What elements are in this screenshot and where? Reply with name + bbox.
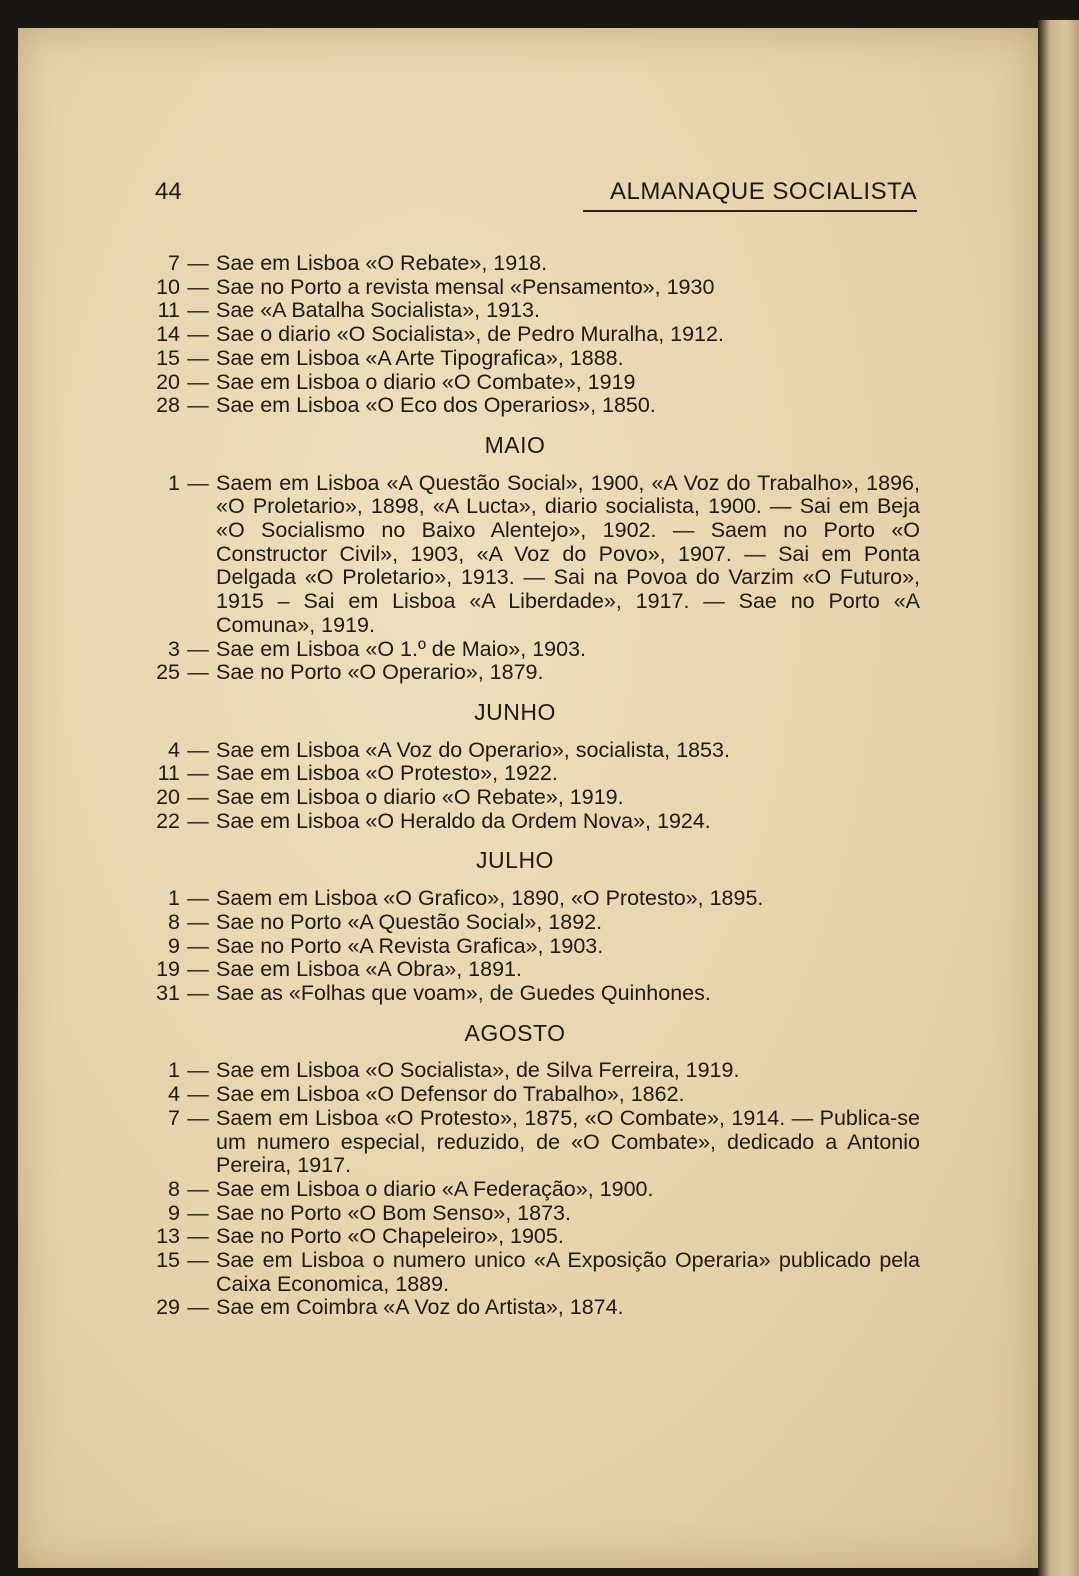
entry-dash: — [187, 1058, 209, 1083]
entry-text: Sae no Porto «O Bom Senso», 1873. [216, 1200, 571, 1225]
adjacent-page-edge [1038, 20, 1079, 1576]
calendar-entry [150, 810, 920, 834]
entry-dash: — [187, 785, 209, 810]
entry-day: 9 [168, 933, 180, 958]
calendar-entry [150, 762, 920, 786]
entry-day: 19 [156, 957, 180, 982]
title-underline [583, 210, 917, 212]
entry-text: Sae em Lisboa o diario «O Combate», 1919 [216, 369, 636, 394]
entry-text: Sae em Lisboa o diario «A Federação», 1900. [216, 1176, 654, 1201]
calendar-entry [150, 1225, 920, 1249]
calendar-entry [150, 371, 920, 395]
entry-text: Sae em Lisboa «A Arte Tipografica», 1888. [216, 345, 624, 370]
calendar-entry [150, 911, 920, 935]
entry-text: Saem em Lisboa «A Questão Social», 1900, «A Voz do Trabalho», 1896, «O Proletario», 1898, «A Lucta», diario socialista, 1900. — Sai em Beja «O Socialismo no Baixo Alentejo», 1902. — Saem no Porto «O Constructor Civil», 1903, «A Voz do Povo», 1907. — Sai em Ponta Delgada «O Proletario», 1913. — Sai na Povoa do Varzim «O Futuro», 1915 – Sai em Lisboa «A Liberdade», 1917. — Sae no Porto «A Comuna», 1919. [216, 470, 920, 637]
entry-dash: — [187, 660, 209, 685]
entry-text: Sae em Lisboa «O Defensor do Trabalho», 1862. [216, 1082, 685, 1107]
entry-day: 3 [168, 636, 180, 661]
calendar-entry [150, 1296, 920, 1320]
entry-dash: — [187, 808, 209, 833]
entry-day: 13 [156, 1224, 180, 1249]
entry-day: 8 [168, 909, 180, 934]
entry-text: Sae em Lisboa o numero unico «A Exposição Operaria» publicado pela Caixa Economica, 1889. [216, 1248, 920, 1296]
entry-text: Sae em Lisboa «O Rebate», 1918. [216, 251, 548, 275]
entry-day: 15 [156, 1248, 180, 1273]
calendar-entry [150, 394, 920, 418]
entry-dash: — [187, 393, 209, 418]
entry-dash: — [187, 322, 209, 347]
entry-day: 29 [156, 1295, 180, 1320]
calendar-entry [150, 982, 920, 1006]
month-heading: JUNHO [474, 698, 556, 725]
entry-dash: — [187, 761, 209, 786]
entry-day: 7 [168, 1105, 180, 1130]
calendar-entry [150, 347, 920, 371]
entry-dash: — [187, 1176, 209, 1201]
entry-day: 11 [157, 298, 180, 323]
entry-text: Sae em Lisboa «O Protesto», 1922. [216, 761, 558, 786]
entry-text: Sae no Porto «A Revista Grafica», 1903. [216, 933, 604, 958]
entry-day: 22 [156, 808, 180, 833]
month-heading: AGOSTO [464, 1019, 566, 1046]
entry-dash: — [187, 1295, 209, 1320]
entry-dash: — [187, 1200, 209, 1225]
entry-text: Sae no Porto «O Chapeleiro», 1905. [216, 1224, 564, 1249]
entry-dash: — [187, 636, 209, 661]
entry-text: Sae em Lisboa «A Obra», 1891. [216, 957, 522, 982]
calendar-entry [150, 739, 920, 763]
entry-text: Sae no Porto a revista mensal «Pensamento», 1930 [216, 274, 715, 299]
entry-text: Sae no Porto «A Questão Social», 1892. [216, 909, 603, 934]
calendar-entry [150, 638, 920, 662]
calendar-entry [150, 1178, 920, 1202]
month-heading: MAIO [484, 431, 546, 458]
calendar-entry [150, 1202, 920, 1226]
page-number: 44 [155, 178, 182, 205]
entry-text: Sae no Porto «O Operario», 1879. [216, 660, 544, 685]
entry-day: 1 [168, 470, 180, 495]
calendar-entry [150, 887, 920, 911]
running-title: ALMANAQUE SOCIALISTA [610, 178, 917, 205]
entry-dash: — [187, 1248, 209, 1273]
entry-text: Sae em Lisboa «O Eco dos Operarios», 1850. [216, 393, 656, 418]
entry-day: 4 [168, 737, 180, 762]
entry-dash: — [187, 1105, 209, 1130]
entry-dash: — [187, 933, 209, 958]
entry-day: 1 [168, 1058, 180, 1083]
entry-dash: — [187, 980, 209, 1005]
entry-text: Sae o diario «O Socialista», de Pedro Muralha, 1912. [216, 322, 724, 347]
calendar-entry [150, 661, 920, 685]
entry-text: Sae em Coimbra «A Voz do Artista», 1874. [216, 1295, 624, 1320]
calendar-entry [150, 1059, 920, 1083]
entry-day: 1 [168, 886, 180, 911]
entry-text: Sae «A Batalha Socialista», 1913. [216, 298, 540, 323]
entry-day: 15 [156, 345, 180, 370]
entry-text: Saem em Lisboa «O Protesto», 1875, «O Combate», 1914. — Publica-se um numero especial, reduzido, de «O Combate», dedicado a Antonio Pereira, 1917. [216, 1105, 920, 1178]
entry-dash: — [187, 1082, 209, 1107]
calendar-entry [150, 935, 920, 959]
entry-day: 4 [168, 1082, 180, 1107]
page-header [155, 178, 917, 216]
entry-dash: — [187, 251, 209, 275]
calendar-entry [150, 958, 920, 982]
month-heading: JULHO [476, 847, 554, 874]
entry-text: Saem em Lisboa «O Grafico», 1890, «O Protesto», 1895. [216, 886, 764, 911]
entry-dash: — [187, 298, 209, 323]
entry-day: 14 [156, 322, 180, 347]
entry-text: Sae em Lisboa o diario «O Rebate», 1919. [216, 785, 624, 810]
calendar-entry [150, 323, 920, 347]
calendar-entry [150, 1249, 920, 1296]
entry-text: Sae em Lisboa «A Voz do Operario», socialista, 1853. [216, 737, 730, 762]
calendar-entry [150, 276, 920, 300]
entry-day: 25 [156, 660, 180, 685]
entry-dash: — [187, 957, 209, 982]
entry-text: Sae em Lisboa «O Socialista», de Silva Ferreira, 1919. [216, 1058, 740, 1083]
calendar-entry [150, 786, 920, 810]
calendar-entry [150, 1107, 920, 1178]
entry-day: 31 [156, 980, 180, 1005]
entry-text: Sae em Lisboa «O Heraldo da Ordem Nova», 1924. [216, 808, 711, 833]
entry-day: 28 [156, 393, 180, 418]
entry-day: 20 [156, 369, 180, 394]
entry-day: 7 [168, 251, 180, 275]
entry-day: 11 [157, 761, 180, 786]
calendar-content [150, 252, 920, 1320]
entry-day: 10 [156, 274, 180, 299]
entry-dash: — [187, 470, 209, 495]
entry-dash: — [187, 345, 209, 370]
entry-day: 9 [168, 1200, 180, 1225]
entry-dash: — [187, 737, 209, 762]
entry-dash: — [187, 886, 209, 911]
entry-dash: — [187, 369, 209, 394]
calendar-entry [150, 1083, 920, 1107]
entry-text: Sae as «Folhas que voam», de Guedes Quinhones. [216, 980, 711, 1005]
calendar-entry [150, 472, 920, 638]
entry-day: 20 [156, 785, 180, 810]
entry-day: 8 [168, 1176, 180, 1201]
entry-dash: — [187, 909, 209, 934]
entry-dash: — [187, 274, 209, 299]
calendar-entry [150, 299, 920, 323]
entry-dash: — [187, 1224, 209, 1249]
entry-text: Sae em Lisboa «O 1.º de Maio», 1903. [216, 636, 587, 661]
calendar-entry [150, 252, 920, 276]
